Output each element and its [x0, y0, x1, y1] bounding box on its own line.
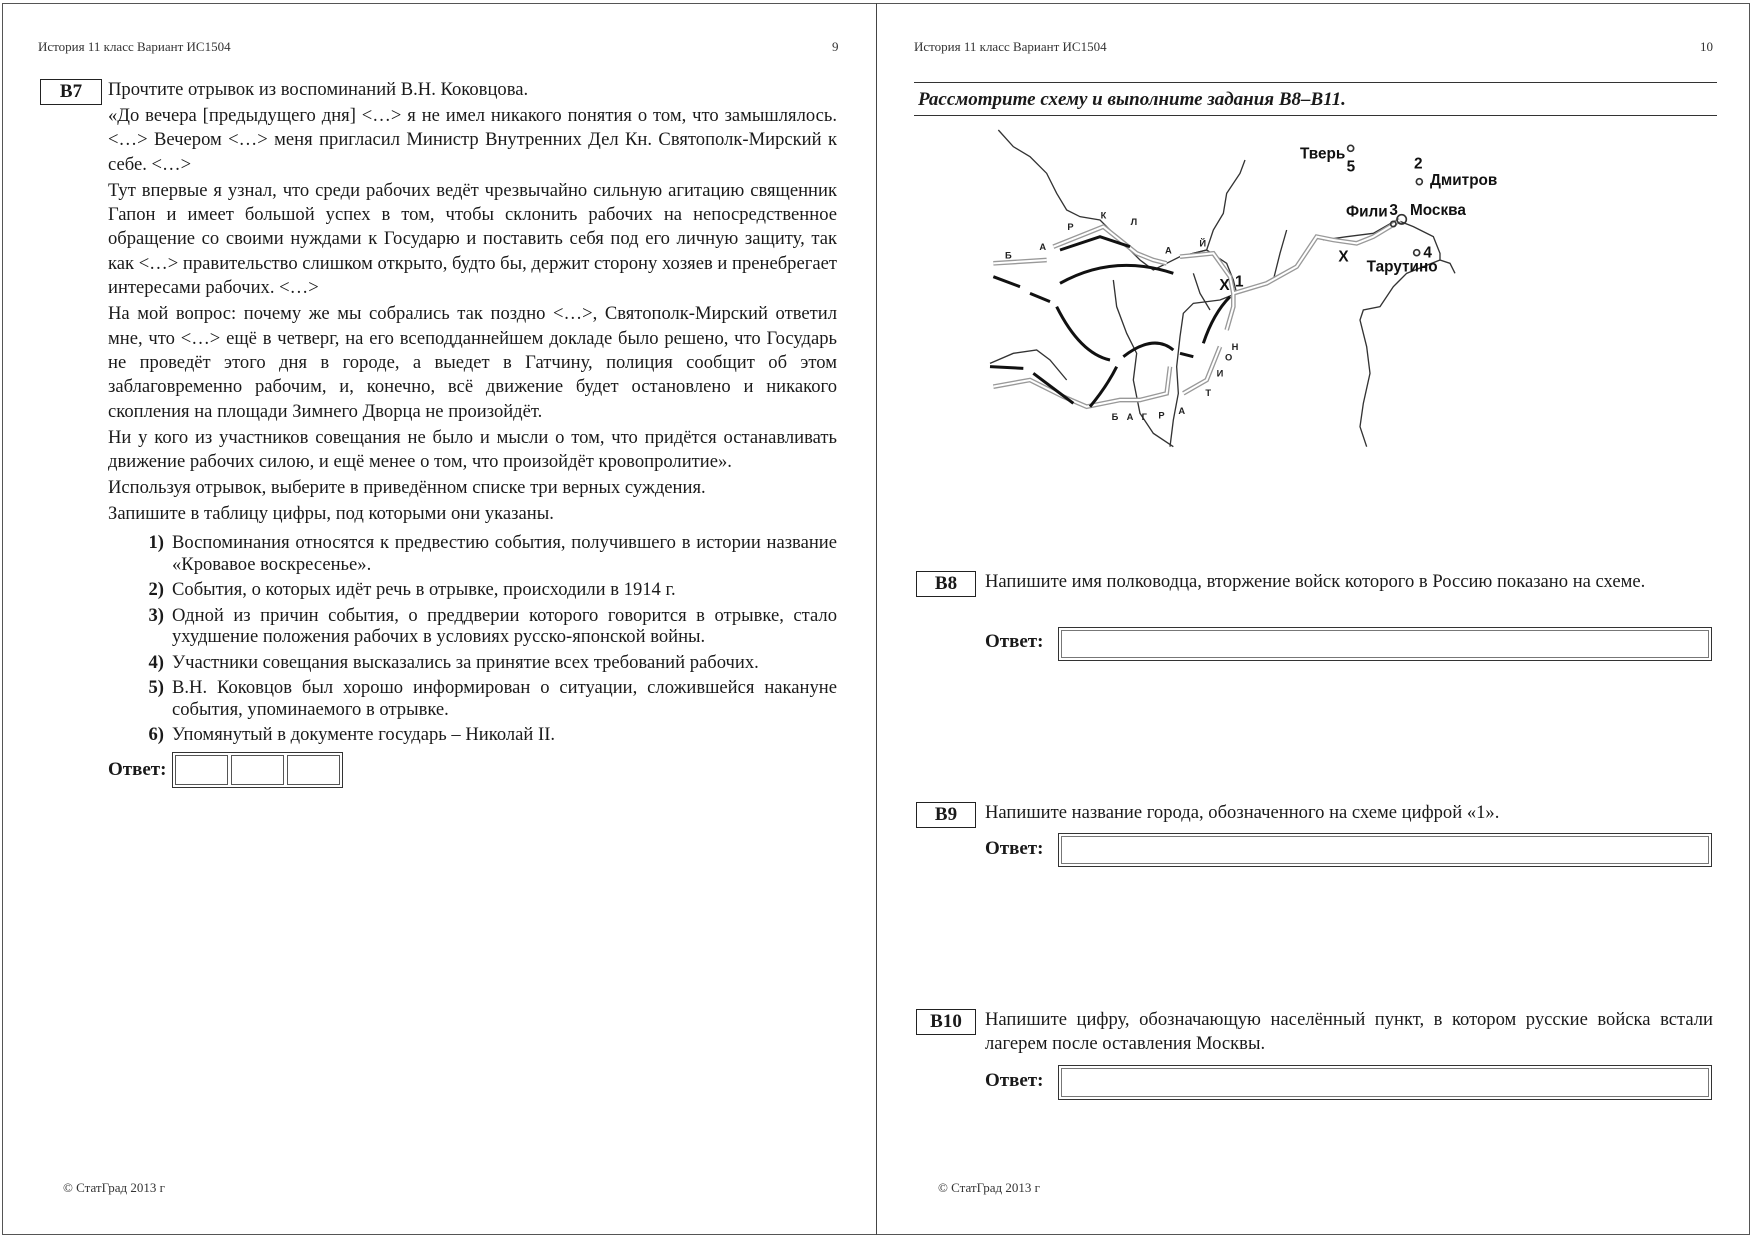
option-number: 3): [148, 604, 164, 626]
label-dmitrov: Дмитров: [1430, 172, 1498, 189]
excerpt-paragraph: «До вечера [предыдущего дня] <…> я не имел никакого понятия о том, что замышлялось. <…> Вечером <…> меня пригласил Министр Внутренних Дел Кн. Святополк-Мирский к себе. <…>: [108, 104, 837, 175]
label-tver: Тверь: [1300, 145, 1346, 163]
page-number: 9: [832, 39, 839, 54]
option-text: Одной из причин события, о преддверии которого говорится в отрывке, стало ухудшение положения рабочих в условиях русско-японской войны.: [172, 604, 837, 648]
question-b9-text: Напишите название города, обозначенного на схеме цифрой «1».: [985, 802, 1500, 823]
page-header: История 11 класс Вариант ИС1504: [914, 39, 1107, 54]
bagration-letter: Р: [1158, 410, 1165, 421]
bagration-letter: А: [1126, 412, 1134, 422]
barclay-letter: Л: [1130, 217, 1138, 227]
barclay-letter: Р: [1067, 222, 1074, 232]
question-intro: Прочтите отрывок из воспоминаний В.Н. Коковцова.: [108, 79, 529, 100]
answer-row: [108, 752, 837, 788]
barclay-letter: Б: [1005, 250, 1012, 261]
answer-cell[interactable]: [231, 755, 284, 785]
answer-label: Ответ:: [985, 631, 1044, 652]
page-number: 10: [1700, 39, 1713, 54]
page-footer: © СтатГрад 2013 г: [938, 1180, 1040, 1195]
instruction: Запишите в таблицу цифры, под которыми они указаны.: [108, 502, 554, 524]
battle-marker-maloyaroslavets: Х: [1338, 248, 1349, 266]
option-item: [136, 532, 837, 575]
section-title: Рассмотрите схему и выполните задания B8–B11.: [914, 82, 1717, 116]
bagration-letter: И: [1216, 368, 1224, 379]
bagration-letter: Б: [1111, 412, 1119, 422]
answer-label: Ответ:: [108, 758, 167, 780]
page-divider: [876, 3, 877, 1235]
b10-answer-field[interactable]: [1058, 1065, 1712, 1100]
excerpt-paragraph: Ни у кого из участников совещания не было и мысли о том, что придётся останавливать движение рабочих силою, и ещё менее о том, что произойдёт кровопролитие».: [108, 426, 837, 473]
b9-answer-field[interactable]: [1058, 833, 1712, 867]
label-4: 4: [1423, 244, 1432, 262]
option-number: 4): [148, 651, 164, 673]
place-markers: [1348, 145, 1423, 255]
bagration-letter: Н: [1231, 342, 1239, 352]
campaign-map: [980, 120, 1630, 460]
answer-label: Ответ:: [985, 838, 1044, 859]
b8-answer-field[interactable]: [1058, 627, 1712, 661]
bagration-letter: А: [1178, 406, 1186, 416]
option-text: Упомянутый в документе государь – Николай II.: [172, 724, 556, 746]
option-item: [136, 579, 837, 601]
label-3: 3: [1389, 202, 1398, 219]
question-b10-text: Напишите цифру, обозначающую населённый пункт, в котором русские войска встали лагерем после оставления Москвы.: [985, 1009, 1713, 1055]
option-text: Участники совещания высказались за принятие всех требований рабочих.: [172, 651, 759, 673]
instruction: Используя отрывок, выберите в приведённом списке три верных суждения.: [108, 477, 706, 498]
question-number-b9: B9: [916, 802, 976, 828]
label-2: 2: [1414, 155, 1423, 173]
label-fili: Фили: [1346, 203, 1388, 221]
question-b8-text: Напишите имя полководца, вторжение войск которого в Россию показано на схеме.: [985, 571, 1646, 592]
question-b7: [108, 78, 837, 788]
barclay-letter: Й: [1199, 238, 1207, 249]
question-number-b7: B7: [40, 79, 102, 105]
option-number: 5): [148, 677, 164, 699]
options-list: [136, 532, 837, 746]
excerpt-paragraph: Тут впервые я узнал, что среди рабочих ведёт чрезвычайно сильную агитацию священник Гапон и имеет большой успех в том, чтобы склонить рабочих на непосредственное обращение со своими нуждами к Государю и поставить себя под его личную защиту, так как <…> правительство слишком открыто, будто бы, держит сторону хозяев и пренебрегает интересами рабочих. <…>: [108, 179, 837, 299]
bagration-letter: Т: [1205, 388, 1212, 398]
question-number-b10: B10: [916, 1009, 976, 1035]
label-5: 5: [1346, 158, 1356, 176]
excerpt-paragraph: На мой вопрос: почему же мы собрались так поздно <…>, Святополк-Мирский ответил мне, что <…> ещё в четверг, на его всеподданнейшем докладе было решено, что Государь не проведёт этого дня в городе, а выедет в Гатчину, полиция сообщит об этом заблаговременно рабочим, и, конечно, всё движение будет остановлено и никакого скопления на площади Зимнего Дворца не произойдёт.: [108, 303, 837, 422]
option-item: [136, 677, 837, 720]
option-item: [136, 605, 837, 648]
option-text: События, о которых идёт речь в отрывке, происходили в 1914 г.: [172, 579, 676, 601]
option-number: 1): [148, 532, 164, 554]
answer-table: [172, 752, 343, 788]
page-header: История 11 класс Вариант ИС1504: [38, 39, 231, 54]
answer-cell[interactable]: [175, 755, 228, 785]
barclay-letter: К: [1100, 210, 1107, 221]
answer-cell[interactable]: [287, 755, 340, 785]
option-text: В.Н. Коковцов был хорошо информирован о ситуации, сложившейся накануне события, упоминаемого в отрывке.: [172, 677, 837, 720]
question-number-b8: B8: [916, 571, 976, 597]
label-moscow: Москва: [1410, 202, 1466, 219]
label-tarutino: Тарутино: [1366, 258, 1438, 276]
russian-army-routes: [993, 220, 1400, 407]
barclay-letter: А: [1039, 242, 1047, 252]
option-number: 6): [148, 724, 164, 746]
page-footer: © СтатГрад 2013 г: [63, 1180, 165, 1195]
option-number: 2): [148, 579, 164, 601]
label-1: 1: [1235, 273, 1244, 291]
map-labels: [1219, 145, 1497, 294]
option-text: Воспоминания относятся к предвестию события, получившего в истории название «Кровавое воскресенье».: [172, 532, 837, 575]
option-item: [136, 724, 837, 746]
battle-marker-smolensk: Х: [1219, 277, 1230, 294]
option-item: [136, 652, 837, 674]
bagration-letter: О: [1225, 352, 1233, 363]
bagration-letter: Г: [1141, 412, 1147, 422]
barclay-letter: А: [1165, 245, 1172, 256]
answer-label: Ответ:: [985, 1070, 1044, 1091]
